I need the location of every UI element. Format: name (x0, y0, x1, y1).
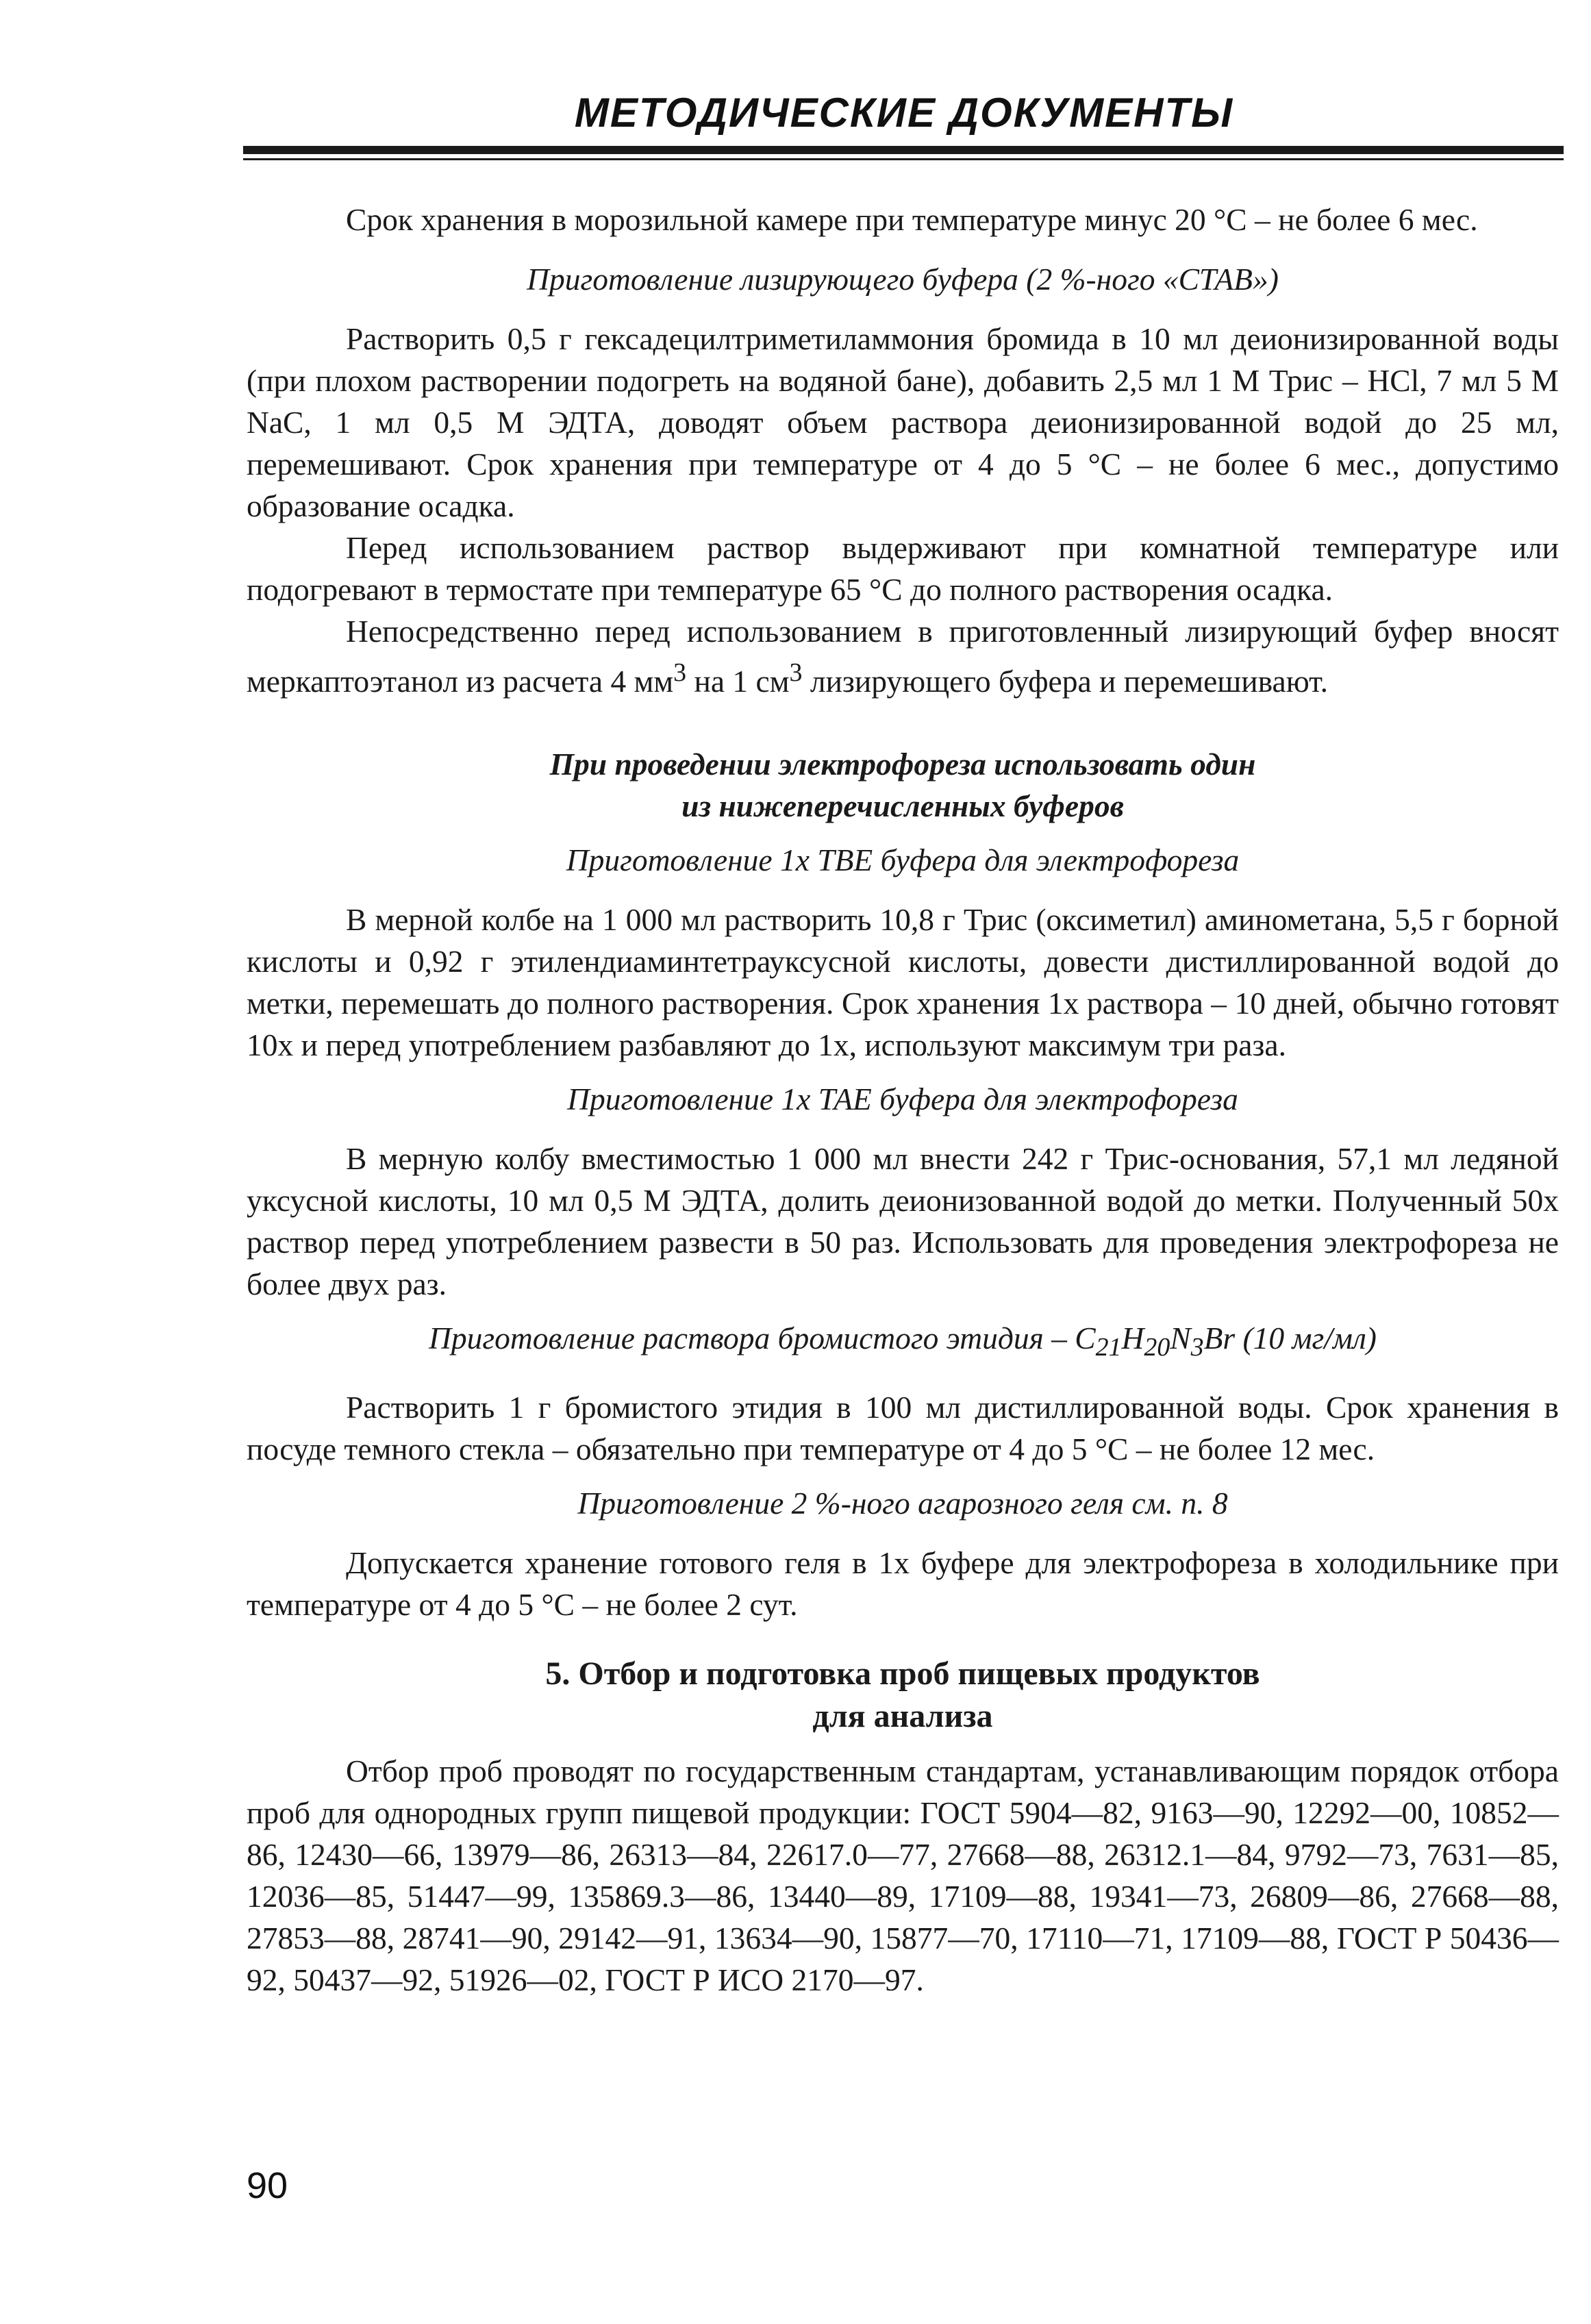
ctab-buffer-heading: Приготовление лизирующего буфера (2 %-ного «СТАВ») (527, 262, 1279, 297)
page-body (247, 199, 1559, 2001)
etbr-sub-3: 3 (1190, 1333, 1204, 1362)
mercaptoethanol-text-c: лизирующего буфера и перемешивают. (802, 664, 1328, 699)
superscript-3: 3 (673, 658, 687, 687)
mercaptoethanol-text-b: на 1 см (686, 664, 790, 699)
prewarm-paragraph: Перед использованием раствор выдерживают при комнатной температуре или подогревают в термостате при температуре 65 °С до полного растворения осадка. (247, 530, 1559, 607)
header-rule-thin (243, 158, 1564, 160)
etbr-sub-20: 20 (1144, 1333, 1170, 1362)
ethidium-bromide-heading (247, 1317, 1559, 1369)
sampling-paragraph: Отбор проб проводят по государственным стандартам, устанавливающим порядок отбора проб для однородных групп пищевой продукции: ГОСТ 5904—82, 9163—90, 12292—00, 10852—86, 12430—66, 13979—86, 26313—84, 22617.0—77, 27668—88, 26312.1—84, 9792—73, 7631—85, 12036—85, 51447—99, 135869.3—86, 13440—89, 17109—88, 19341—73, 26809—86, 27668—88, 27853—88, 28741—90, 29142—91, 13634—90, 15877—70, 17110—71, 17109—88, ГОСТ Р 50436—92, 50437—92, 51926—02, ГОСТ Р ИСО 2170—97. (247, 1753, 1559, 1998)
storage-paragraph: Срок хранения в морозильной камере при температуре минус 20 °С – не более 6 мес. (346, 202, 1478, 237)
mercaptoethanol-paragraph (247, 610, 1559, 702)
tae-buffer-heading: Приготовление 1х ТАЕ буфера для электрофореза (567, 1082, 1238, 1117)
tbe-buffer-heading: Приготовление 1х ТВЕ буфера для электрофореза (566, 842, 1240, 878)
etbr-text-b: H (1121, 1321, 1144, 1356)
tbe-buffer-paragraph: В мерной колбе на 1 000 мл растворить 10,8 г Трис (оксиметил) аминометана, 5,5 г борной кислоты и 0,92 г этилендиаминтетрауксусной кислоты, довести дистиллированной водой до метки, перемешать до полного растворения. Срок хранения 1х раствора – 10 дней, обычно готовят 10х и перед употреблением разбавляют до 1х, используют максимум три раза. (247, 902, 1559, 1063)
electrophoresis-heading-line-2: из нижеперечисленных буферов (681, 788, 1124, 824)
page-number: 90 (247, 2165, 288, 2206)
mercaptoethanol-text-a: Непосредственно перед использованием в приготовленный лизирующий буфер вносят меркаптоэтанол из расчета 4 мм (247, 614, 1559, 699)
electrophoresis-heading-line-1: При проведении электрофореза использовать один (549, 747, 1256, 782)
etbr-sub-21: 21 (1095, 1333, 1122, 1362)
etbr-text-d: Br (10 мг/мл) (1203, 1321, 1377, 1356)
section-5-heading-line-1: 5. Отбор и подготовка проб пищевых продуктов (545, 1655, 1260, 1692)
superscript-3: 3 (789, 658, 803, 687)
etbr-text-c: N (1170, 1321, 1191, 1356)
ethidium-bromide-paragraph: Растворить 1 г бромистого этидия в 100 мл дистиллированной воды. Срок хранения в посуде темного стекла – обязательно при температуре от 4 до 5 °С – не более 12 мес. (247, 1390, 1559, 1467)
header-rule-thick (243, 146, 1564, 154)
etbr-text-a: Приготовление раствора бромистого этидия – C (429, 1321, 1096, 1356)
section-5-heading-line-2: для анализа (812, 1698, 993, 1735)
tae-buffer-paragraph: В мерную колбу вместимостью 1 000 мл внести 242 г Трис-основания, 57,1 мл ледяной уксусной кислоты, 10 мл 0,5 М ЭДТА, долить деионизованной водой до метки. Полученный 50х раствор перед употреблением развести в 50 раз. Использовать для проведения электрофореза не более двух раз. (247, 1141, 1559, 1302)
gel-storage-paragraph: Допускается хранение готового геля в 1х буфере для электрофореза в холодильнике при температуре от 4 до 5 °С – не более 2 сут. (247, 1545, 1559, 1623)
running-header-title: МЕТОДИЧЕСКИЕ ДОКУМЕНТЫ (574, 90, 1234, 136)
ctab-buffer-paragraph: Растворить 0,5 г гексадецилтриметиламмония бромида в 10 мл деионизированной воды (при плохом растворении подогреть на водяной бане), добавить 2,5 мл 1 М Трис – HCl, 7 мл 5 М NaC, 1 мл 0,5 М ЭДТА, доводят объем раствора деионизированной водой до 25 мл, перемешивают. Срок хранения при температуре от 4 до 5 °С – не более 6 мес., допустимо образование осадка. (247, 321, 1559, 523)
agarose-gel-heading: Приготовление 2 %-ного агарозного геля см. п. 8 (577, 1486, 1228, 1521)
